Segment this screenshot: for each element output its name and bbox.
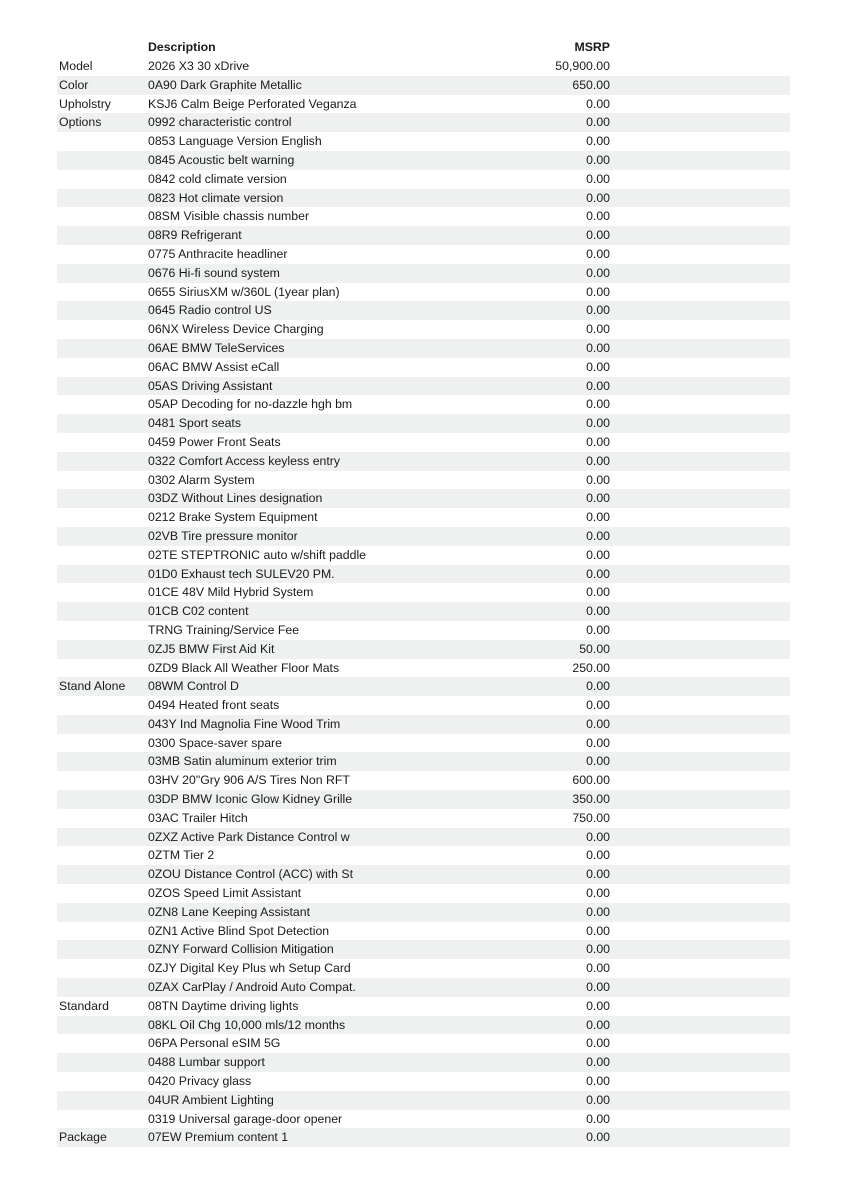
row-msrp: 0.00 [586, 134, 610, 149]
row-msrp: 0.00 [586, 246, 610, 261]
row-description: 03DP BMW Iconic Glow Kidney Grille [148, 792, 353, 807]
table-row [57, 884, 790, 903]
table-row [57, 565, 790, 584]
row-description: 04UR Ambient Lighting [148, 1092, 274, 1107]
table-row [57, 358, 790, 377]
row-description: 06AE BMW TeleServices [148, 340, 285, 355]
table-row [57, 76, 790, 95]
row-description: 03DZ Without Lines designation [148, 491, 323, 506]
row-msrp: 250.00 [572, 660, 610, 675]
row-description: 05AS Driving Assistant [148, 378, 273, 393]
table-row [57, 301, 790, 320]
table-row [57, 865, 790, 884]
row-description: 0645 Radio control US [148, 303, 272, 318]
table-row [57, 245, 790, 264]
row-description: 02TE STEPTRONIC auto w/shift paddle [148, 547, 367, 562]
table-row [57, 132, 790, 151]
row-description: KSJ6 Calm Beige Perforated Veganza [148, 96, 357, 111]
row-description: 0ZNY Forward Collision Mitigation [148, 942, 334, 957]
row-description: 0ZN8 Lane Keeping Assistant [148, 904, 311, 919]
row-description: 06PA Personal eSIM 5G [148, 1036, 281, 1051]
table-row [57, 1128, 790, 1147]
table-row [57, 828, 790, 847]
row-category-label: Standard [59, 998, 109, 1013]
row-msrp: 0.00 [586, 1055, 610, 1070]
table-row [57, 940, 790, 959]
row-description: 0845 Acoustic belt warning [148, 152, 295, 167]
table-row [57, 151, 790, 170]
row-msrp: 0.00 [586, 152, 610, 167]
row-category-label: Color [59, 77, 89, 92]
row-msrp: 0.00 [586, 1130, 610, 1145]
table-row [57, 1053, 790, 1072]
row-msrp: 0.00 [586, 1074, 610, 1089]
table-row [57, 1034, 790, 1053]
row-description: 02VB Tire pressure monitor [148, 528, 298, 543]
row-description: TRNG Training/Service Fee [148, 622, 300, 637]
row-msrp: 0.00 [586, 115, 610, 130]
row-description: 0ZTM Tier 2 [148, 848, 215, 863]
row-description: 0655 SiriusXM w/360L (1year plan) [148, 284, 340, 299]
table-row [57, 1091, 790, 1110]
row-category-label: Package [59, 1130, 107, 1145]
row-description: 01CE 48V Mild Hybrid System [148, 585, 314, 600]
row-description: 0420 Privacy glass [148, 1074, 252, 1089]
row-msrp: 0.00 [586, 886, 610, 901]
table-row [57, 846, 790, 865]
table-row [57, 621, 790, 640]
row-description: 01D0 Exhaust tech SULEV20 PM. [148, 566, 335, 581]
row-description: 0ZN1 Active Blind Spot Detection [148, 923, 330, 938]
row-msrp: 0.00 [586, 980, 610, 995]
row-description: 06NX Wireless Device Charging [148, 322, 324, 337]
table-row [57, 264, 790, 283]
row-msrp: 0.00 [586, 340, 610, 355]
row-msrp: 0.00 [586, 754, 610, 769]
row-msrp: 750.00 [572, 810, 610, 825]
row-msrp: 0.00 [586, 359, 610, 374]
table-row [57, 471, 790, 490]
table-row [57, 113, 790, 132]
row-msrp: 0.00 [586, 190, 610, 205]
row-msrp: 0.00 [586, 679, 610, 694]
row-msrp: 0.00 [586, 284, 610, 299]
row-description: 05AP Decoding for no-dazzle hgh bm [148, 397, 353, 412]
table-row [57, 677, 790, 696]
row-description: 0302 Alarm System [148, 472, 255, 487]
row-description: 0676 Hi-fi sound system [148, 265, 280, 280]
row-msrp: 50.00 [579, 641, 610, 656]
row-description: 0ZOS Speed Limit Assistant [148, 886, 302, 901]
row-msrp: 0.00 [586, 322, 610, 337]
table-row [57, 57, 790, 76]
row-msrp: 0.00 [586, 434, 610, 449]
row-description: 08TN Daytime driving lights [148, 998, 299, 1013]
row-msrp: 650.00 [572, 77, 610, 92]
row-description: 08R9 Refrigerant [148, 228, 242, 243]
description-column-header: Description [148, 40, 216, 55]
table-row [57, 414, 790, 433]
row-description: 0ZJY Digital Key Plus wh Setup Card [148, 961, 351, 976]
row-msrp: 0.00 [586, 904, 610, 919]
row-category-label: Stand Alone [59, 679, 126, 694]
row-msrp: 0.00 [586, 96, 610, 111]
row-msrp: 0.00 [586, 604, 610, 619]
row-msrp: 0.00 [586, 848, 610, 863]
table-row [57, 1110, 790, 1129]
row-msrp: 0.00 [586, 228, 610, 243]
row-description: 0842 cold climate version [148, 171, 287, 186]
row-msrp: 0.00 [586, 472, 610, 487]
table-row [57, 527, 790, 546]
row-msrp: 50,900.00 [555, 59, 610, 73]
row-description: 03MB Satin aluminum exterior trim [148, 754, 337, 769]
table-row [57, 189, 790, 208]
row-description: 07EW Premium content 1 [148, 1130, 289, 1145]
table-row [57, 377, 790, 396]
table-row [57, 508, 790, 527]
table-row [57, 170, 790, 189]
row-msrp: 0.00 [586, 942, 610, 957]
row-msrp: 0.00 [586, 716, 610, 731]
table-row [57, 659, 790, 678]
row-msrp: 0.00 [586, 1036, 610, 1051]
row-msrp: 0.00 [586, 923, 610, 938]
row-msrp: 0.00 [586, 961, 610, 976]
row-msrp: 0.00 [586, 303, 610, 318]
table-row [57, 790, 790, 809]
table-row [57, 997, 790, 1016]
table-row [57, 452, 790, 471]
table-row [57, 583, 790, 602]
table-row [57, 959, 790, 978]
row-msrp: 0.00 [586, 453, 610, 468]
table-row [57, 978, 790, 997]
row-msrp: 0.00 [586, 735, 610, 750]
row-description: 03AC Trailer Hitch [148, 810, 248, 825]
row-msrp: 0.00 [586, 867, 610, 882]
table-row [57, 1016, 790, 1035]
table-row [57, 696, 790, 715]
row-description: 0A90 Dark Graphite Metallic [148, 77, 302, 92]
row-description: 0775 Anthracite headliner [148, 246, 288, 261]
table-body [57, 57, 790, 1147]
row-msrp: 0.00 [586, 491, 610, 506]
row-description: 0459 Power Front Seats [148, 434, 281, 449]
row-msrp: 0.00 [586, 378, 610, 393]
row-msrp: 0.00 [586, 397, 610, 412]
row-description: 043Y Ind Magnolia Fine Wood Trim [148, 716, 341, 731]
row-description: 06AC BMW Assist eCall [148, 359, 280, 374]
table-row [57, 546, 790, 565]
row-description: 0488 Lumbar support [148, 1055, 265, 1070]
table-row [57, 903, 790, 922]
row-description: 0ZJ5 BMW First Aid Kit [148, 641, 275, 656]
row-msrp: 0.00 [586, 547, 610, 562]
table-row [57, 489, 790, 508]
row-msrp: 0.00 [586, 698, 610, 713]
row-description: 0ZAX CarPlay / Android Auto Compat. [148, 980, 356, 995]
row-msrp: 0.00 [586, 566, 610, 581]
row-msrp: 0.00 [586, 1111, 610, 1126]
row-msrp: 0.00 [586, 416, 610, 431]
row-description: 0ZD9 Black All Weather Floor Mats [148, 660, 340, 675]
row-msrp: 0.00 [586, 622, 610, 637]
table-row [57, 734, 790, 753]
row-msrp: 600.00 [572, 773, 610, 788]
table-row [57, 339, 790, 358]
row-msrp: 0.00 [586, 510, 610, 525]
row-category-label: Upholstry [59, 96, 111, 111]
row-msrp: 0.00 [586, 1017, 610, 1032]
row-category-label: Options [59, 115, 102, 130]
row-msrp: 0.00 [586, 585, 610, 600]
row-description: 01CB C02 content [148, 604, 249, 619]
row-description: 08SM Visible chassis number [148, 209, 310, 224]
row-description: 0992 characteristic control [148, 115, 292, 130]
row-msrp: 0.00 [586, 1092, 610, 1107]
pricing-table [57, 38, 790, 1147]
row-description: 0853 Language Version English [148, 134, 322, 149]
table-row [57, 602, 790, 621]
row-description: 0300 Space-saver spare [148, 735, 282, 750]
row-description: 2026 X3 30 xDrive [148, 59, 250, 73]
row-description: 08KL Oil Chg 10,000 mls/12 months [148, 1017, 346, 1032]
row-description: 0322 Comfort Access keyless entry [148, 453, 341, 468]
row-description: 0823 Hot climate version [148, 190, 284, 205]
table-row [57, 226, 790, 245]
row-msrp: 0.00 [586, 528, 610, 543]
table-row [57, 922, 790, 941]
table-row [57, 283, 790, 302]
row-category-label: Model [59, 59, 93, 73]
table-row [57, 1072, 790, 1091]
table-row [57, 95, 790, 114]
row-description: 03HV 20"Gry 906 A/S Tires Non RFT [148, 773, 350, 788]
row-msrp: 0.00 [586, 265, 610, 280]
table-row [57, 320, 790, 339]
row-description: 0ZXZ Active Park Distance Control w [148, 829, 350, 844]
row-description: 0494 Heated front seats [148, 698, 280, 713]
table-row [57, 752, 790, 771]
table-row [57, 640, 790, 659]
row-msrp: 0.00 [586, 171, 610, 186]
row-description: 0212 Brake System Equipment [148, 510, 318, 525]
row-description: 08WM Control D [148, 679, 239, 694]
table-row [57, 395, 790, 414]
row-description: 0481 Sport seats [148, 416, 241, 431]
table-row [57, 207, 790, 226]
table-row [57, 771, 790, 790]
table-row [57, 715, 790, 734]
table-row [57, 433, 790, 452]
row-msrp: 350.00 [572, 792, 610, 807]
table-row [57, 809, 790, 828]
row-description: 0319 Universal garage-door opener [148, 1111, 343, 1126]
table-header-row [57, 38, 790, 57]
msrp-column-header: MSRP [574, 40, 610, 55]
row-msrp: 0.00 [586, 998, 610, 1013]
row-msrp: 0.00 [586, 829, 610, 844]
row-description: 0ZOU Distance Control (ACC) with St [148, 867, 354, 882]
row-msrp: 0.00 [586, 209, 610, 224]
